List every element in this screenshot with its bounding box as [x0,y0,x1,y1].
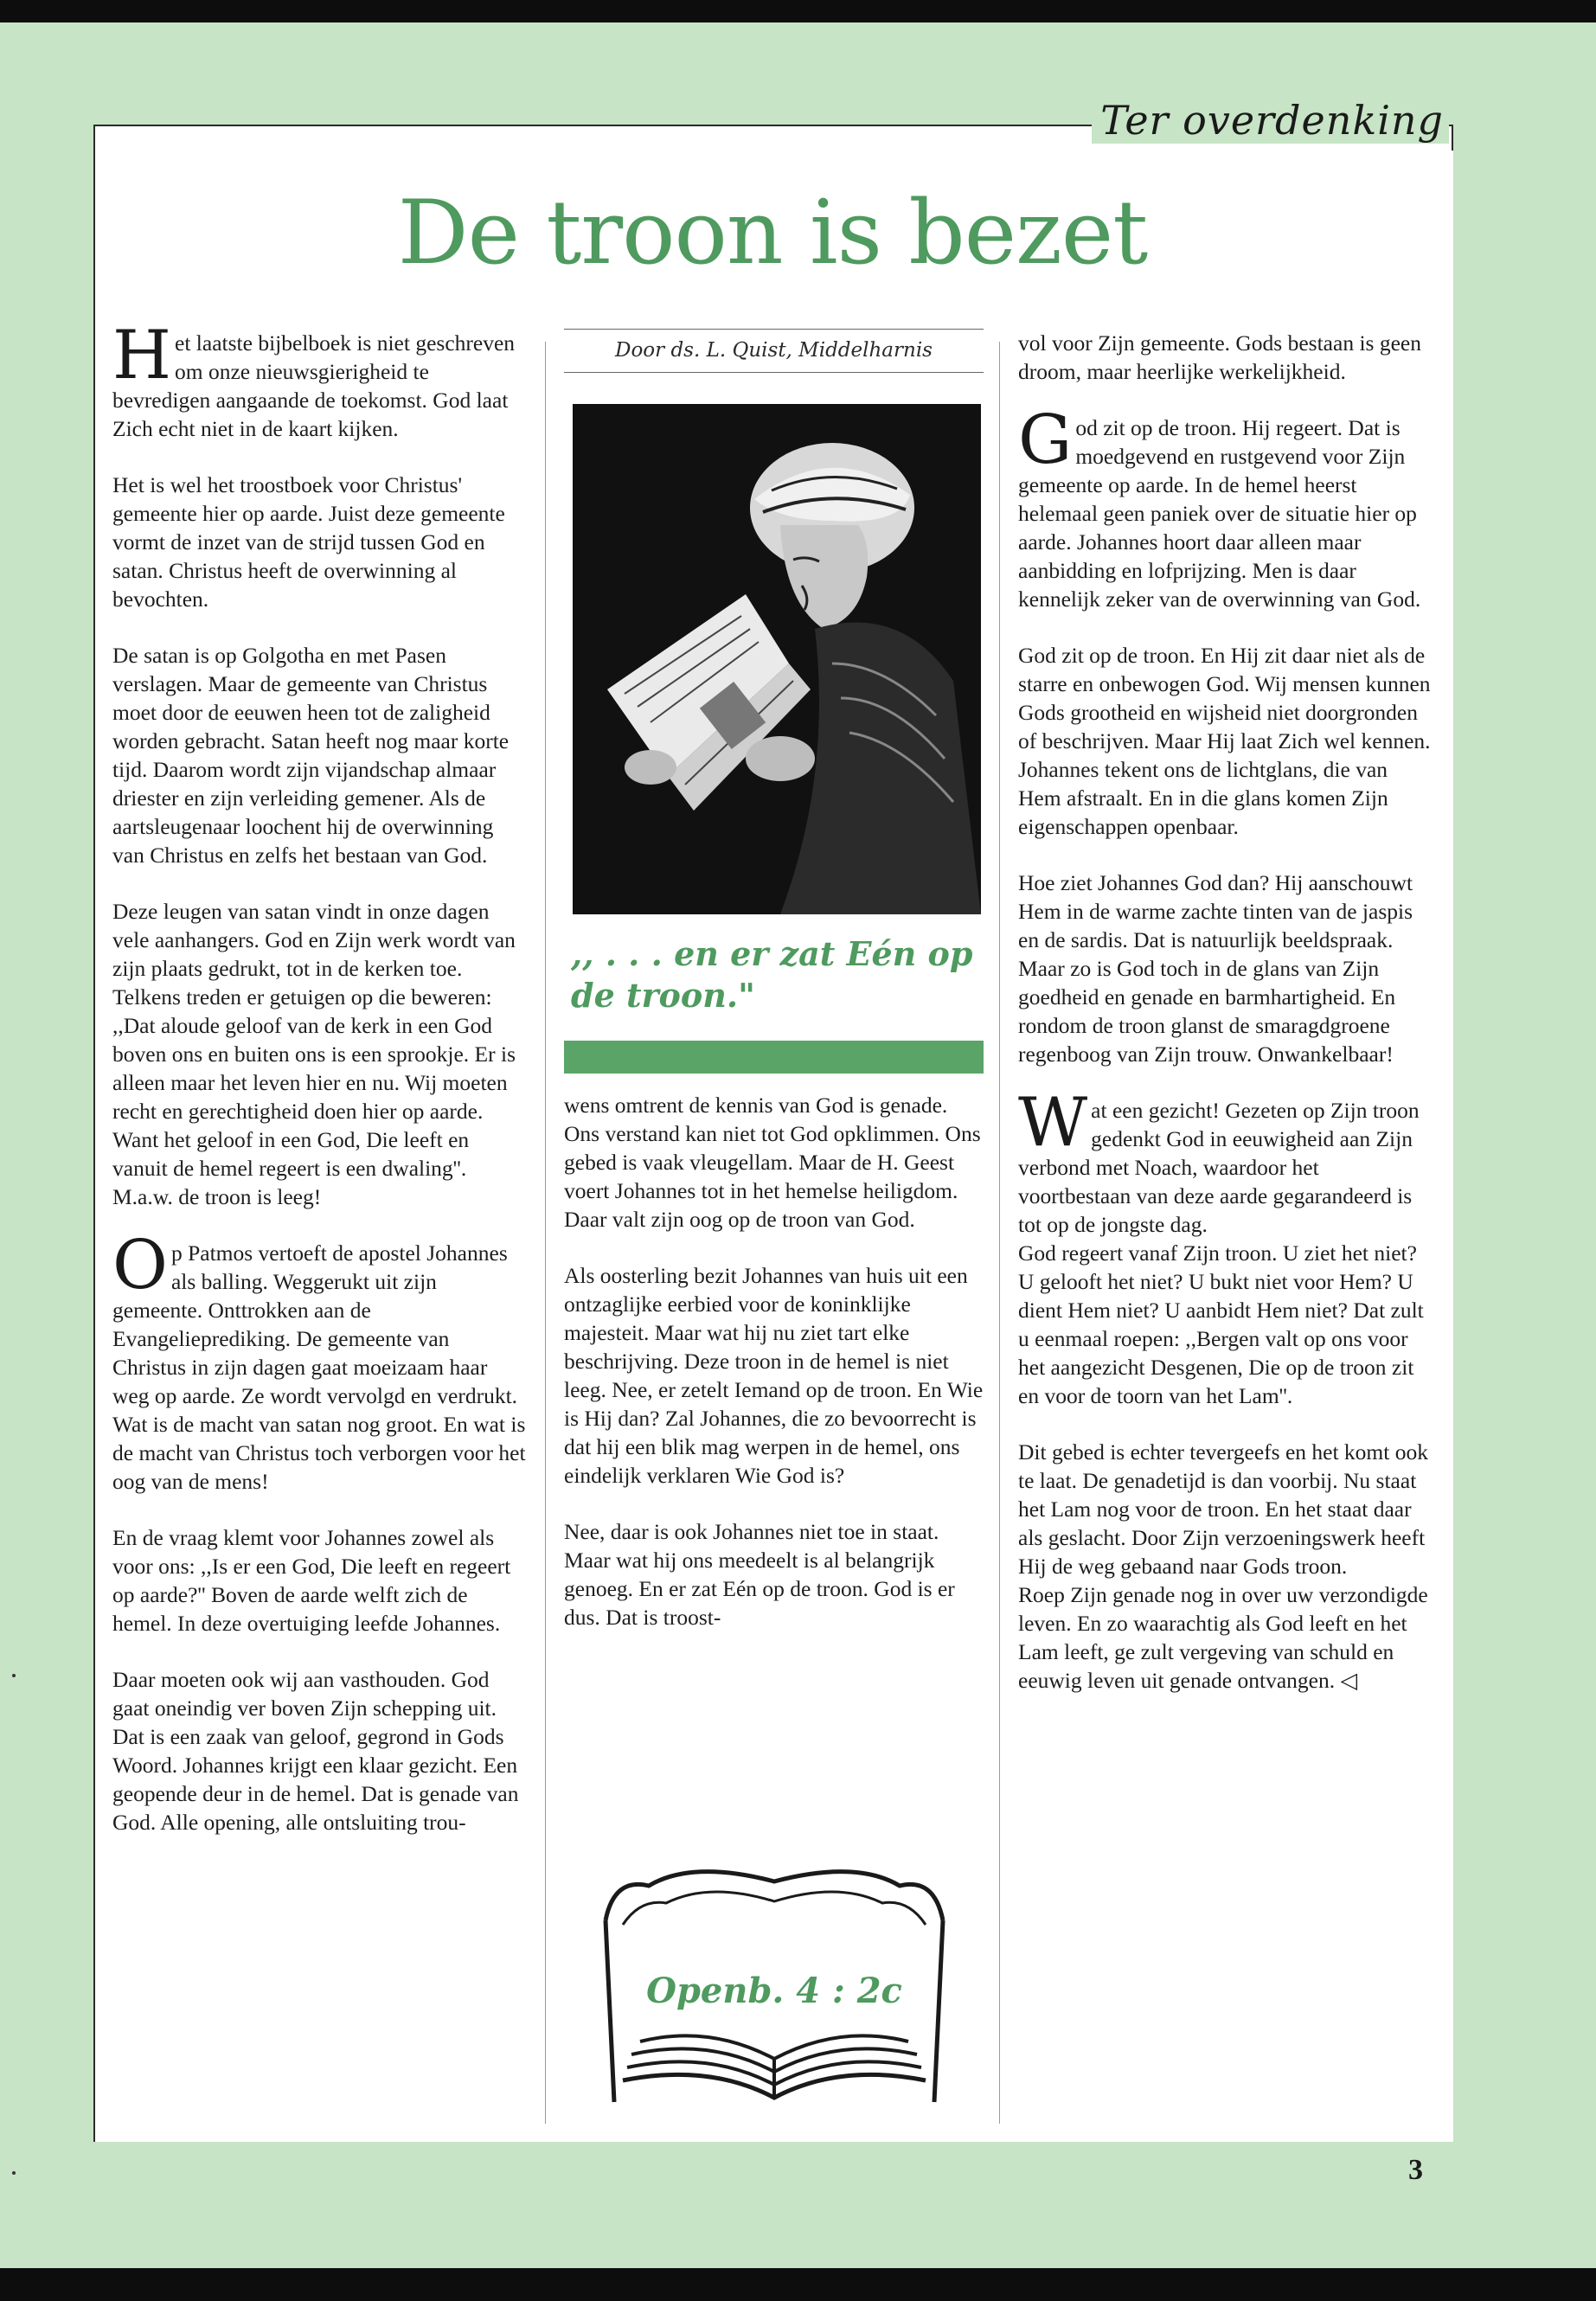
paragraph [1018,401,1433,613]
paragraph [112,317,528,443]
bible-reference-ornament [588,1843,960,2111]
top-black-band [0,0,1596,22]
paragraph: Nee, daar is ook Johannes niet toe in staat. Maar wat hij ons meedeelt is al belangrijk genoeg. En er zat Eén op de troon. God is er dus. Dat is troost- [564,1519,955,1630]
byline: Door ds. L. Quist, Middelharnis [564,329,984,373]
middle-column [564,329,984,1659]
frame-corner-tick [1452,125,1453,151]
paragraph: Hoe ziet Johannes God dan? Hij aanschouwt Hem in de warme zachte tinten van de jaspis en de sardis. Dat is natuurlijk beeldspraak. Maar zo is God toch in de glans van Zijn goedheid en genade en barmhartigheid. En rondom de troon glanst de smaragdgroene regenboog van Zijn trouw. Onwankelbaar! [1018,870,1413,1067]
paragraph: vol voor Zijn gemeente. Gods bestaan is geen droom, maar heerlijke werkelijkheid. [1018,330,1421,384]
paragraph: Dit gebed is echter tevergeefs en het komt ook te laat. De genadetijd is dan voorbij. Nu staat het Lam nog voor de troon. En het staat daar als geslacht. Door Zijn verzoeningswerk heeft Hij de weg gebaand naar Gods troon. [1018,1439,1428,1579]
paragraph: De satan is op Golgotha en met Pasen verslagen. Maar de gemeente van Christus moet door de eeuwen heen tot de zaligheid worden gebracht. Satan heeft nog maar korte tijd. Daarom wordt zijn vijandschap almaar driester en zijn verleiding gemener. Als de aartsleugenaar loochent hij de overwinning van Christus en zelfs het bestaan van God. [112,643,510,868]
paragraph: Roep Zijn genade nog in over uw verzondigde leven. En zo waarachtig als God leeft en het Lam leeft, ge zult vergeving van schuld en eeuwig leven uit genade ontvangen. ◁ [1018,1582,1428,1693]
section-label: Ter overdenking [1092,97,1449,144]
article-title: De troon is bezet [397,182,1148,285]
scan-speck [12,2171,16,2175]
paragraph-text: p Patmos vertoeft de apostel Johannes als balling. Weggerukt uit zijn gemeente. Onttrokken aan de Evangelieprediking. De gemeente van Christus in zijn dagen gaat moeizaam haar weg op aarde. Ze wordt vervolgd en verdrukt. Wat is de macht van satan nog groot. En wat is de macht van Christus toch verborgen voor het oog van de mens! [112,1240,526,1494]
pull-quote: ,, . . . en er zat Eén op de troon." [571,934,973,1015]
bible-reference: Openb. 4 : 2c [646,1971,902,2011]
paragraph: En de vraag klemt voor Johannes zowel als voor ons: ,,Is er een God, Die leeft en regeert op aarde?'' Boven de aarde welft zich de hemel. In deze overtuiging leefde Johannes. [112,1525,511,1636]
paragraph: Deze leugen van satan vindt in onze dagen vele aanhangers. God en Zijn werk wordt van zijn plaats gedrukt, tot in de kerken toe. Telkens treden er getuigen op die beweren: ,,Dat aloude geloof van de kerk in een God boven ons en buiten ons is een sprookje. Er is alleen maar het leven hier en nu. Wij moeten recht en gerechtigheid doen hier op aarde. Want het geloof in een God, Die leeft en vanuit de hemel regeert is een dwaling''. M.a.w. de troon is leeg! [112,899,516,1209]
paragraph [1018,1084,1433,1239]
column-rule-left [545,342,546,2124]
drop-cap: G [1018,401,1073,479]
paragraph: God regeert vanaf Zijn troon. U ziet het niet? U gelooft het niet? U bukt niet voor Hem? U dient Hem niet? U aanbidt Hem niet? Dat zult u eenmaal roepen: ,,Bergen valt op ons voor het aangezicht Desgenen, Die op de troon zit en voor de toorn van het Lam''. [1018,1240,1424,1408]
left-column [112,317,528,1836]
bottom-black-band [0,2268,1596,2301]
paragraph: Het is wel het troostboek voor Christus' gemeente hier op aarde. Juist deze gemeente vormt de inzet van de strijd tussen God en satan. Christus heeft de overwinning al bevochten. [112,472,505,612]
drop-cap: H [112,317,172,394]
column-rule-right [999,342,1000,2124]
paragraph-text: at een gezicht! Gezeten op Zijn troon gedenkt God in eeuwigheid aan Zijn verbond met Noach, waardoor het voortbestaan van deze aarde gegarandeerd is tot op de jongste dag. [1018,1098,1420,1237]
scan-speck [12,1674,16,1677]
paragraph-text: od zit op de troon. Hij regeert. Dat is moedgevend en rustgevend voor Zijn gemeente op aarde. In de hemel heerst helemaal geen paniek over de situatie hier op aarde. Johannes hoort daar alleen maar aanbidding en lofprijzing. Men is daar kennelijk zeker van de overwinning van God. [1018,415,1421,612]
paragraph: God zit op de troon. En Hij zit daar niet als de starre en onbewogen God. Wij mensen kunnen Gods grootheid en wijsheid niet doorgronden of beschrijven. Maar Hij laat Zich wel kennen. Johannes tekent ons de lichtglans, die van Hem afstraalt. En in die glans komen Zijn eigenschappen openbaar. [1018,643,1431,839]
paragraph-text: et laatste bijbelboek is niet geschreven om onze nieuwsgierigheid te bevredigen aangaande de toekomst. God laat Zich echt niet in de kaart kijken. [112,330,516,441]
paragraph [112,1227,528,1496]
page-number: 3 [1408,2154,1423,2186]
paragraph: Als oosterling bezit Johannes van huis uit een ontzaglijke eerbied voor de koninklijke majesteit. Maar wat hij nu ziet tart elke beschrijving. Deze troon in de hemel is niet leeg. Nee, er zetelt Iemand op de troon. En Wie is Hij dan? Zal Johannes, die zo bevoorrecht is dat hij een blik mag werpen in de hemel, ons eindelijk verklaren Wie God is? [564,1263,984,1488]
paragraph: wens omtrent de kennis van God is genade. Ons verstand kan niet tot God opklimmen. Ons gebed is vaak vleugellam. Maar de H. Geest voert Johannes tot in het hemelse heiligdom. Daar valt zijn oog op de troon van God. [564,1093,981,1232]
green-divider-bar [564,1041,984,1074]
drop-cap: O [112,1227,168,1304]
paragraph: Daar moeten ook wij aan vasthouden. God gaat oneindig ver boven Zijn schepping uit. Dat is een zaak van geloof, gegrond in Gods Woord. Johannes krijgt een klaar gezicht. Een geopende deur in de hemel. Dat is genade van God. Alle opening, alle ontsluiting trou- [112,1667,519,1835]
reader-woodcut-illustration [573,404,981,914]
right-column [1018,329,1433,1722]
drop-cap: W [1018,1084,1088,1162]
